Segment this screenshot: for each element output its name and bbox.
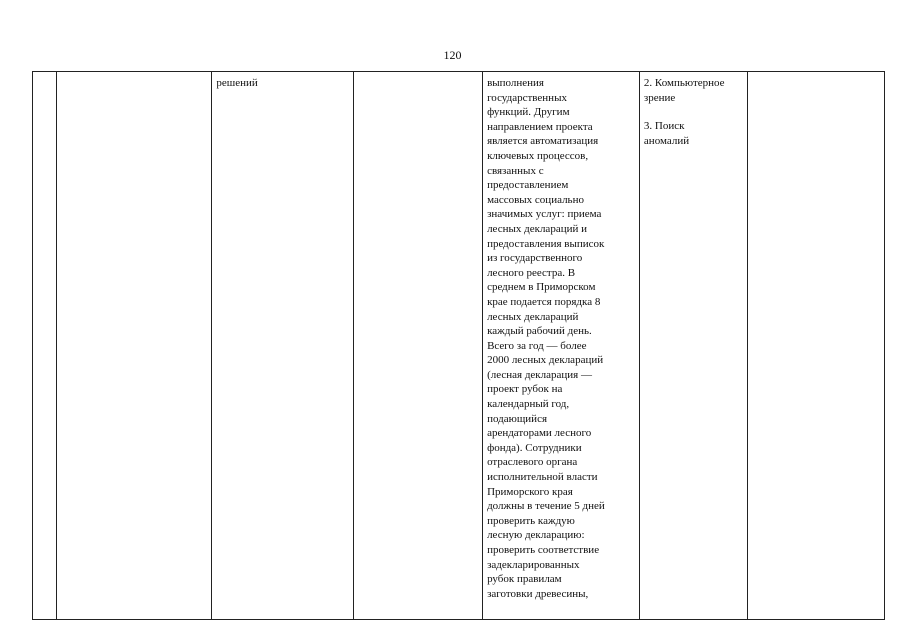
table-cell-description bbox=[483, 72, 640, 620]
technology-item: 3. Поиск аномалий bbox=[643, 120, 690, 147]
table-row bbox=[33, 72, 885, 620]
technology-item: 2. Компьютерное зрение bbox=[643, 77, 725, 104]
cell-description-text: выполнения государственных функций. Другим направлением проекта является автоматизация ключевых процессов, связанных с предоставлением массовых социально значимых услуг: приема лесных деклараций и предоставления выписок из государственного лесного реестра. В среднем в Приморском крае подается порядка 8 лесных деклараций каждый рабочий день. Всего за год — более 2000 лесных деклараций (лесная декларация — проект рубок на календарный год, подающийся арендаторами лесного фонда). Сотрудники отраслевого органа исполнительной власти Приморского края должны в течение 5 дней проверить каждую лесную декларацию: проверить соответствие задекларированных рубок правилам заготовки древесины, bbox=[487, 77, 605, 600]
table-cell-name bbox=[56, 72, 212, 620]
table-cell-last bbox=[747, 72, 884, 620]
table-cell-index bbox=[33, 72, 57, 620]
page-number: 120 bbox=[443, 48, 462, 62]
table-cell-goal bbox=[212, 72, 353, 620]
table-cell-technologies bbox=[639, 72, 747, 620]
document-table bbox=[32, 71, 885, 620]
cell-text: решений bbox=[216, 77, 258, 89]
table-cell-empty bbox=[353, 72, 482, 620]
